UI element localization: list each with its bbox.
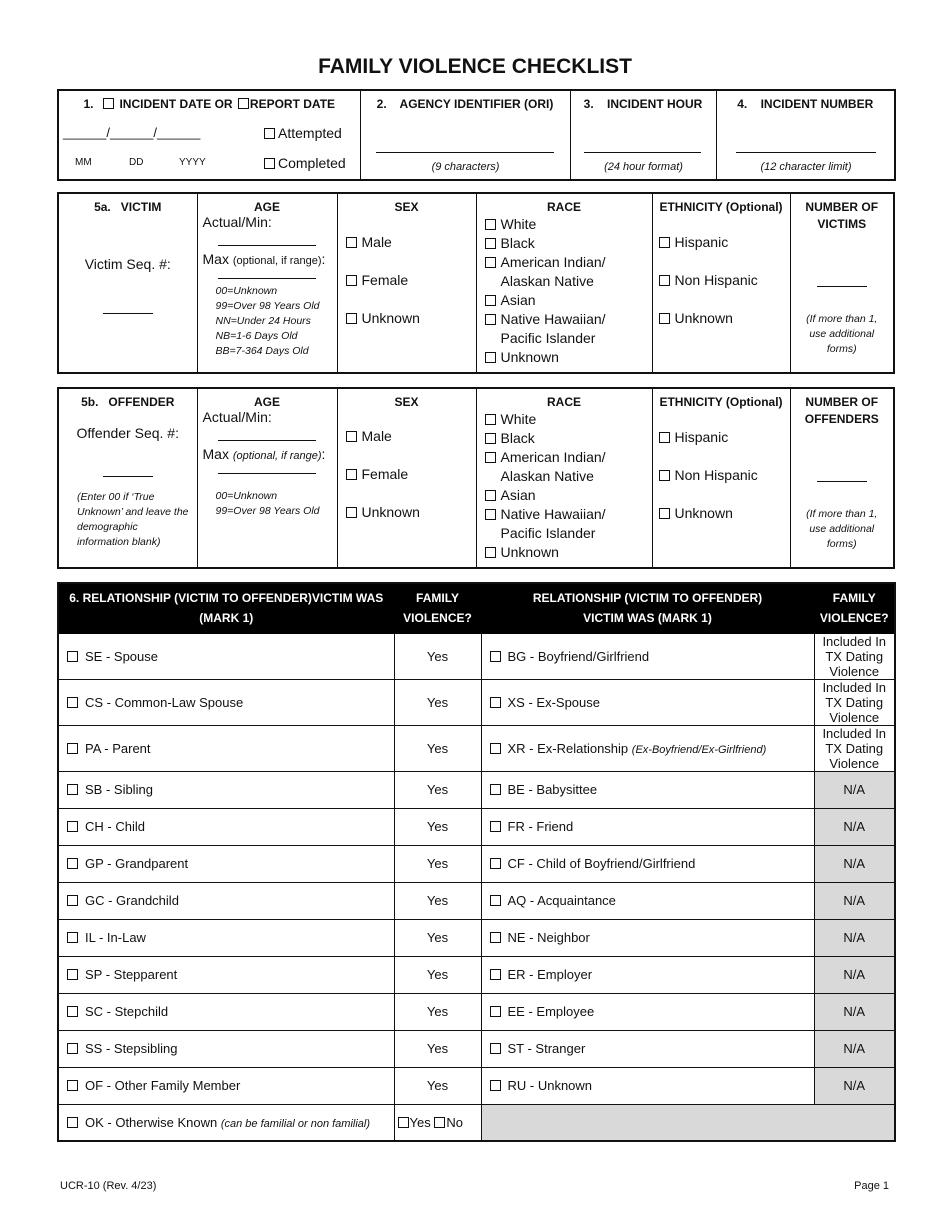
relationship-option[interactable] — [481, 882, 814, 919]
agency-identifier-label: 2. AGENCY IDENTIFIER (ORI) — [376, 97, 554, 111]
report-date-checkbox[interactable] — [238, 98, 249, 109]
relationship-note: (can be familial or non familial) — [220, 1117, 371, 1130]
relationship-checkbox[interactable] — [67, 969, 78, 980]
relationship-label: BE - Babysittee — [507, 782, 598, 797]
relationship-label: NE - Neighbor — [507, 930, 590, 945]
victim-seq-label: Victim Seq. #: — [84, 256, 171, 272]
relationship-label: ST - Stranger — [507, 1041, 586, 1056]
count-header: NUMBER OF OFFENDERS — [804, 395, 879, 426]
age-actual-label: Actual/Min: — [202, 214, 272, 230]
victim-ethnicity-label: Hispanic — [674, 234, 729, 250]
relationship-checkbox[interactable] — [67, 784, 78, 795]
victim-race-checkbox[interactable] — [485, 352, 496, 363]
age-code: 00=Unknown — [215, 285, 278, 297]
family-violence-value: Yes — [394, 1030, 481, 1067]
relationship-label: AQ - Acquaintance — [507, 893, 616, 908]
relationship-option[interactable] — [481, 1030, 814, 1067]
sex-header: SEX — [394, 200, 419, 214]
relationship-checkbox[interactable] — [490, 932, 501, 943]
offender-sex-unknown-option[interactable] — [346, 503, 476, 522]
offender-ethnicity-checkbox[interactable] — [659, 432, 670, 443]
relationship-checkbox[interactable] — [490, 784, 501, 795]
relationship-label: PA - Parent — [85, 740, 151, 756]
table-row — [58, 882, 895, 919]
victim-sex-cell — [337, 193, 476, 373]
age-max-hint: (optional, if range) — [232, 255, 322, 267]
offender-race-checkbox[interactable] — [485, 547, 496, 558]
family-violence-value: N/A — [814, 1030, 895, 1067]
age-max-label: Max — [202, 446, 229, 462]
family-violence-value: Yes — [394, 919, 481, 956]
age-code: BB=7-364 Days Old — [215, 345, 309, 357]
offender-sex-cell — [337, 388, 476, 568]
offender-ethnicity-label: Unknown — [674, 505, 733, 521]
relationship-label: CH - Child — [85, 819, 145, 834]
victim-sex-male-option[interactable] — [346, 233, 476, 252]
section-number: 1. — [83, 97, 94, 111]
age-max-label: Max — [202, 251, 229, 267]
offender-race-option[interactable] — [485, 448, 652, 486]
victim-sex-male-label: Male — [361, 234, 392, 250]
family-violence-value: Yes — [394, 845, 481, 882]
age-code: 99=Over 98 Years Old — [215, 300, 320, 312]
family-violence-value: Yes — [394, 679, 481, 725]
relationship-label: GC - Grandchild — [85, 893, 179, 908]
victim-race-label: Unknown — [500, 349, 559, 365]
offender-ethnicity-checkbox[interactable] — [659, 470, 670, 481]
offender-race-label: Native Hawaiian/ Pacific Islander — [500, 506, 606, 541]
relationship-label: SC - Stepchild — [85, 1004, 169, 1019]
relationship-option[interactable] — [58, 808, 394, 845]
race-header: RACE — [546, 395, 581, 409]
table-row — [58, 993, 895, 1030]
offender-race-label: Asian — [500, 487, 536, 503]
relationship-label: OF - Other Family Member — [85, 1078, 241, 1093]
relationship-checkbox[interactable] — [490, 1080, 501, 1091]
relationship-label: ER - Employer — [507, 967, 593, 982]
relationship-checkbox[interactable] — [490, 743, 501, 754]
relationship-label: GP - Grandparent — [85, 856, 189, 871]
ethnicity-header: ETHNICITY (Optional) — [659, 200, 783, 214]
offender-count-cell — [790, 388, 894, 568]
family-violence-value: Yes — [394, 882, 481, 919]
family-violence-value: Yes — [394, 956, 481, 993]
date-field[interactable]: ______/______/______ — [63, 125, 201, 140]
family-violence-value: Included In TX Dating Violence — [814, 633, 895, 679]
offender-race-label: American Indian/ Alaskan Native — [500, 449, 606, 484]
relationship-option[interactable] — [481, 956, 814, 993]
victim-age-cell — [197, 193, 337, 373]
victim-race-option[interactable] — [485, 234, 652, 253]
offender-race-option[interactable] — [485, 410, 652, 429]
relationship-checkbox[interactable] — [490, 1043, 501, 1054]
family-violence-header-right: FAMILY VIOLENCE? — [814, 583, 895, 633]
victim-ethnicity-label: Non Hispanic — [674, 272, 758, 288]
family-violence-value: Yes — [394, 771, 481, 808]
victim-seq-input[interactable] — [103, 300, 153, 314]
relationship-checkbox[interactable] — [490, 858, 501, 869]
family-violence-value: N/A — [814, 845, 895, 882]
relationship-label: SB - Sibling — [85, 782, 153, 797]
offender-race-checkbox[interactable] — [485, 433, 496, 444]
incident-date-checkbox[interactable] — [103, 98, 114, 109]
incident-hour-hint: (24 hour format) — [604, 161, 683, 173]
relationship-checkbox[interactable] — [67, 651, 78, 662]
relationship-label: SS - Stepsibling — [85, 1041, 178, 1056]
victim-race-option[interactable] — [485, 348, 652, 367]
relationship-option[interactable] — [481, 993, 814, 1030]
victim-race-option[interactable] — [485, 291, 652, 310]
age-header: AGE — [253, 200, 280, 214]
family-violence-value: Yes — [394, 993, 481, 1030]
empty-cell — [481, 1104, 895, 1141]
relationship-label: FR - Friend — [507, 819, 574, 834]
table-row — [58, 1104, 895, 1141]
victim-race-checkbox[interactable] — [485, 238, 496, 249]
offender-ethnicity-option[interactable] — [659, 428, 790, 447]
offender-ethnicity-option[interactable] — [659, 466, 790, 485]
offender-sex-female-checkbox[interactable] — [346, 469, 357, 480]
family-violence-value: N/A — [814, 1067, 895, 1104]
attempted-checkbox[interactable] — [264, 128, 275, 139]
incident-hour-input[interactable] — [584, 139, 701, 153]
relationship-option[interactable] — [481, 1067, 814, 1104]
victim-ethnicity-checkbox[interactable] — [659, 313, 670, 324]
victim-race-label: American Indian/ Alaskan Native — [500, 254, 606, 289]
offender-sex-male-label: Male — [361, 428, 392, 444]
offender-race-label: White — [500, 411, 537, 427]
victim-race-label: White — [500, 216, 537, 232]
offender-count-input[interactable] — [817, 468, 867, 482]
offender-table — [57, 387, 895, 569]
offender-race-cell — [476, 388, 652, 568]
victim-race-label: Black — [500, 235, 535, 251]
table-row — [58, 771, 895, 808]
fv-yes-checkbox[interactable] — [398, 1117, 409, 1128]
incident-date-cell — [58, 90, 360, 180]
victim-sex-female-option[interactable] — [346, 271, 476, 290]
offender-seq-label: Offender Seq. #: — [76, 425, 179, 441]
victim-count-cell — [790, 193, 894, 373]
age-code: NB=1-6 Days Old — [215, 330, 298, 342]
fv-yes-label: Yes — [409, 1114, 431, 1130]
offender-sex-unknown-label: Unknown — [361, 504, 420, 520]
victim-ethnicity-cell — [652, 193, 790, 373]
offender-sex-unknown-checkbox[interactable] — [346, 507, 357, 518]
relationship-label: XR - Ex-Relationship — [507, 740, 629, 756]
victim-race-label: Asian — [500, 292, 536, 308]
relationship-checkbox[interactable] — [490, 651, 501, 662]
fv-no-checkbox[interactable] — [434, 1117, 445, 1128]
relationship-checkbox[interactable] — [490, 821, 501, 832]
table-row — [58, 808, 895, 845]
family-violence-value: Yes — [394, 633, 481, 679]
offender-race-checkbox[interactable] — [485, 509, 496, 520]
incident-info-table — [57, 89, 896, 181]
victim-ethnicity-option[interactable] — [659, 309, 790, 328]
table-row — [58, 919, 895, 956]
age-max-hint: (optional, if range) — [232, 450, 322, 462]
victim-ethnicity-label: Unknown — [674, 310, 733, 326]
agency-identifier-cell — [360, 90, 570, 180]
relationship-label: XS - Ex-Spouse — [507, 694, 600, 710]
family-violence-value: N/A — [814, 956, 895, 993]
relationship-option[interactable] — [58, 956, 394, 993]
offender-race-option[interactable] — [485, 486, 652, 505]
relationship-note: (Ex-Boyfriend/Ex-Girlfriend) — [631, 743, 767, 756]
yyyy-label: YYYY — [179, 157, 206, 168]
relationship-checkbox[interactable] — [67, 821, 78, 832]
offender-seq-cell — [58, 388, 197, 568]
table-row — [58, 725, 895, 771]
offender-race-option[interactable] — [485, 429, 652, 448]
relationship-checkbox[interactable] — [67, 895, 78, 906]
relationship-option[interactable] — [58, 679, 394, 725]
report-date-label: REPORT DATE — [249, 97, 336, 111]
offender-race-checkbox[interactable] — [485, 414, 496, 425]
table-row — [58, 956, 895, 993]
relationship-checkbox[interactable] — [490, 1006, 501, 1017]
race-header: RACE — [546, 200, 581, 214]
form-number: UCR-10 (Rev. 4/23) — [60, 1180, 157, 1192]
offender-race-option[interactable] — [485, 543, 652, 562]
offender-sex-female-label: Female — [361, 466, 409, 482]
offender-sex-male-checkbox[interactable] — [346, 431, 357, 442]
relationship-checkbox[interactable] — [67, 932, 78, 943]
offender-seq-note: (Enter 00 if ‘True Unknown’ and leave the demographic information blank) — [77, 491, 189, 548]
victim-race-label: Native Hawaiian/ Pacific Islander — [500, 311, 606, 346]
relationship-label: BG - Boyfriend/Girlfriend — [507, 648, 650, 664]
relationship-checkbox[interactable] — [67, 1080, 78, 1091]
relationship-option[interactable] — [58, 633, 394, 679]
offender-ethnicity-label: Hispanic — [674, 429, 729, 445]
dd-label: DD — [129, 157, 144, 168]
relationship-checkbox[interactable] — [490, 969, 501, 980]
relationship-option[interactable] — [481, 919, 814, 956]
mm-label: MM — [75, 157, 92, 168]
relationship-label: OK - Otherwise Known — [85, 1114, 218, 1130]
age-code: NN=Under 24 Hours — [215, 315, 311, 327]
relationship-option[interactable] — [481, 771, 814, 808]
table-row — [58, 679, 895, 725]
age-code: 00=Unknown — [215, 490, 278, 502]
incident-number-cell — [716, 90, 895, 180]
age-max-input[interactable] — [218, 267, 316, 279]
attempted-label: Attempted — [278, 125, 342, 141]
offender-seq-input[interactable] — [103, 463, 153, 477]
offender-ethnicity-cell — [652, 388, 790, 568]
family-violence-value: N/A — [814, 882, 895, 919]
relationship-left-header: 6. RELATIONSHIP (VICTIM TO OFFENDER)VICTIM WAS (MARK 1) — [58, 583, 394, 633]
incident-hour-label: 3. INCIDENT HOUR — [583, 97, 703, 111]
age-actual-input[interactable] — [218, 232, 316, 246]
relationship-option[interactable] — [58, 1067, 394, 1104]
family-violence-value: Yes — [394, 808, 481, 845]
relationship-option[interactable] — [58, 771, 394, 808]
completed-option[interactable] — [264, 155, 346, 171]
relationship-label: EE - Employee — [507, 1004, 595, 1019]
offender-race-option[interactable] — [485, 505, 652, 543]
count-note: (If more than 1, use additional forms) — [806, 313, 878, 355]
victim-table — [57, 192, 895, 374]
relationship-checkbox[interactable] — [490, 895, 501, 906]
relationship-checkbox[interactable] — [67, 1117, 78, 1128]
victim-sex-unknown-option[interactable] — [346, 309, 476, 328]
relationship-option[interactable] — [58, 882, 394, 919]
incident-date-label: INCIDENT DATE OR — [119, 97, 233, 111]
family-violence-value: N/A — [814, 993, 895, 1030]
victim-sex-female-label: Female — [361, 272, 409, 288]
page-number: Page 1 — [854, 1180, 889, 1192]
fv-yes-option[interactable] — [398, 1115, 431, 1130]
relationship-checkbox[interactable] — [67, 697, 78, 708]
relationship-checkbox[interactable] — [67, 1043, 78, 1054]
relationship-label: CS - Common-Law Spouse — [85, 694, 244, 710]
table-row — [58, 633, 895, 679]
age-max-colon: : — [321, 446, 326, 462]
victim-sex-male-checkbox[interactable] — [346, 237, 357, 248]
ethnicity-header: ETHNICITY (Optional) — [659, 395, 783, 409]
relationship-label: CF - Child of Boyfriend/Girlfriend — [507, 856, 696, 871]
relationship-option[interactable] — [58, 993, 394, 1030]
family-violence-value: N/A — [814, 919, 895, 956]
victim-count-input[interactable] — [817, 273, 867, 287]
relationship-label: IL - In-Law — [85, 930, 146, 945]
page-title: FAMILY VIOLENCE CHECKLIST — [318, 55, 632, 78]
incident-number-hint: (12 character limit) — [760, 161, 852, 173]
victim-sex-unknown-label: Unknown — [361, 310, 420, 326]
victim-header: 5a. VICTIM — [94, 200, 162, 214]
relationship-label: SE - Spouse — [85, 648, 158, 664]
incident-number-label: 4. INCIDENT NUMBER — [737, 97, 874, 111]
relationship-checkbox[interactable] — [67, 743, 78, 754]
family-violence-value: Included In TX Dating Violence — [814, 725, 895, 771]
offender-race-checkbox[interactable] — [485, 452, 496, 463]
offender-race-checkbox[interactable] — [485, 490, 496, 501]
completed-checkbox[interactable] — [264, 158, 275, 169]
agency-identifier-hint: (9 characters) — [431, 161, 500, 173]
victim-ethnicity-option[interactable] — [659, 271, 790, 290]
victim-race-checkbox[interactable] — [485, 295, 496, 306]
relationship-option[interactable] — [58, 1104, 394, 1141]
family-violence-value: Included In TX Dating Violence — [814, 679, 895, 725]
age-actual-label: Actual/Min: — [202, 409, 272, 425]
victim-race-option[interactable] — [485, 253, 652, 291]
relationship-option[interactable] — [58, 919, 394, 956]
victim-race-option[interactable] — [485, 215, 652, 234]
agency-identifier-input[interactable] — [376, 139, 554, 153]
incident-hour-cell — [570, 90, 716, 180]
fv-no-label: No — [446, 1114, 463, 1130]
offender-ethnicity-checkbox[interactable] — [659, 508, 670, 519]
offender-race-label: Black — [500, 430, 535, 446]
table-row — [58, 1067, 895, 1104]
count-header: NUMBER OF VICTIMS — [805, 200, 879, 231]
relationship-table — [57, 582, 896, 1142]
offender-ethnicity-option[interactable] — [659, 504, 790, 523]
victim-race-checkbox[interactable] — [485, 219, 496, 230]
relationship-label: RU - Unknown — [507, 1078, 593, 1093]
fv-no-option[interactable] — [434, 1115, 463, 1130]
victim-ethnicity-checkbox[interactable] — [659, 275, 670, 286]
family-violence-value: N/A — [814, 771, 895, 808]
completed-label: Completed — [278, 155, 346, 171]
relationship-option[interactable] — [481, 808, 814, 845]
relationship-option[interactable] — [481, 845, 814, 882]
age-header: AGE — [253, 395, 280, 409]
age-max-input[interactable] — [218, 462, 316, 474]
offender-ethnicity-label: Non Hispanic — [674, 467, 758, 483]
family-violence-value: Yes — [394, 1067, 481, 1104]
relationship-option[interactable] — [58, 845, 394, 882]
victim-race-checkbox[interactable] — [485, 314, 496, 325]
victim-sex-unknown-checkbox[interactable] — [346, 313, 357, 324]
incident-number-input[interactable] — [736, 139, 876, 153]
relationship-label: SP - Stepparent — [85, 967, 178, 982]
offender-age-cell — [197, 388, 337, 568]
offender-race-label: Unknown — [500, 544, 559, 560]
victim-race-checkbox[interactable] — [485, 257, 496, 268]
family-violence-header: FAMILY VIOLENCE? — [394, 583, 481, 633]
relationship-checkbox[interactable] — [67, 1006, 78, 1017]
relationship-option[interactable] — [481, 725, 814, 771]
victim-ethnicity-option[interactable] — [659, 233, 790, 252]
offender-sex-female-option[interactable] — [346, 465, 476, 484]
relationship-option[interactable] — [58, 725, 394, 771]
relationship-checkbox[interactable] — [67, 858, 78, 869]
victim-race-cell — [476, 193, 652, 373]
offender-sex-male-option[interactable] — [346, 427, 476, 446]
relationship-option[interactable] — [481, 679, 814, 725]
age-actual-input[interactable] — [218, 427, 316, 441]
relationship-option[interactable] — [58, 1030, 394, 1067]
victim-sex-female-checkbox[interactable] — [346, 275, 357, 286]
victim-ethnicity-checkbox[interactable] — [659, 237, 670, 248]
table-row — [58, 845, 895, 882]
relationship-checkbox[interactable] — [490, 697, 501, 708]
family-violence-value: N/A — [814, 808, 895, 845]
relationship-option[interactable] — [481, 633, 814, 679]
offender-header: 5b. OFFENDER — [81, 395, 175, 409]
table-row — [58, 1030, 895, 1067]
age-code: 99=Over 98 Years Old — [215, 505, 320, 517]
family-violence-value: Yes — [394, 725, 481, 771]
count-note: (If more than 1, use additional forms) — [806, 508, 878, 550]
victim-race-option[interactable] — [485, 310, 652, 348]
relationship-right-header: RELATIONSHIP (VICTIM TO OFFENDER) VICTIM WAS (MARK 1) — [481, 583, 814, 633]
victim-seq-cell — [58, 193, 197, 373]
age-max-colon: : — [321, 251, 326, 267]
sex-header: SEX — [394, 395, 419, 409]
attempted-option[interactable] — [264, 125, 342, 141]
